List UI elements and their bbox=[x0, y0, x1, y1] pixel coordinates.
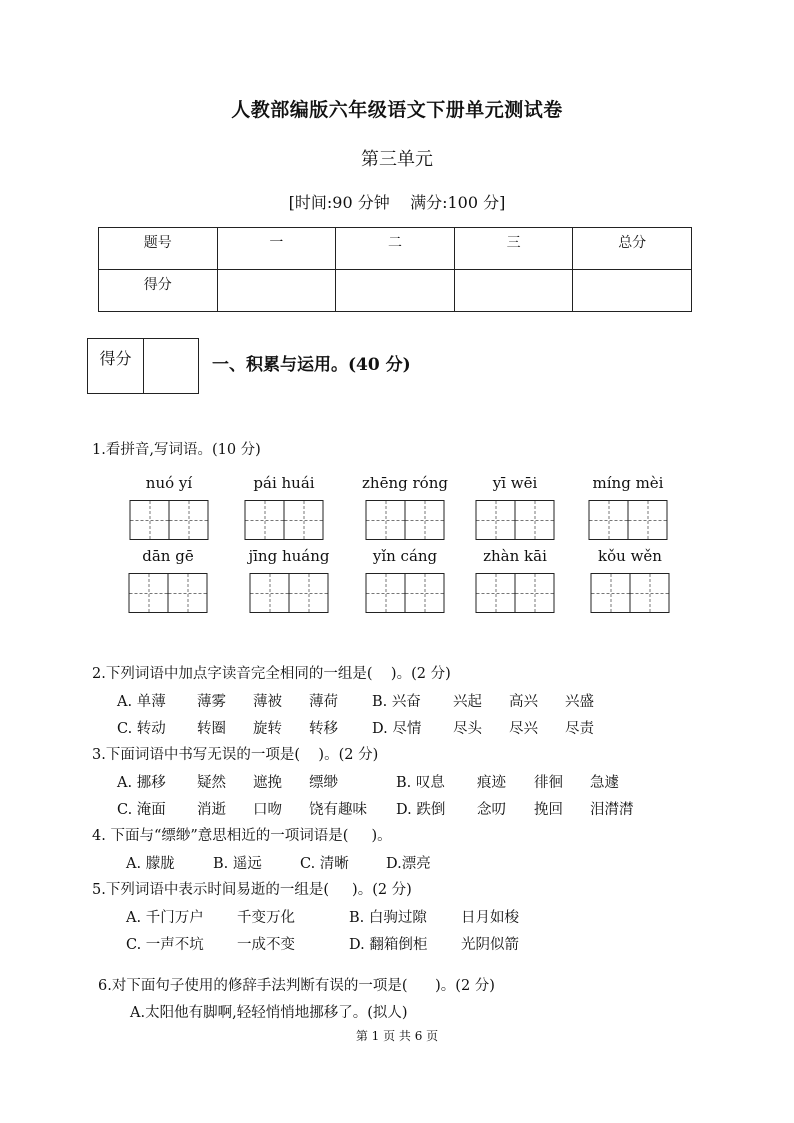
pinyin-group bbox=[350, 474, 460, 544]
q2-option-d-word: 尽责 bbox=[565, 721, 594, 737]
section-score-label: 得分 bbox=[88, 339, 144, 393]
q5-text: 5.下列词语中表示时间易逝的一组是( )。(2 分) bbox=[92, 882, 412, 898]
q3-text: 3.下面词语中书写无误的一项是( )。(2 分) bbox=[92, 747, 379, 763]
q2-option-d-word: D. 尽情 bbox=[372, 721, 422, 737]
score-table-header-row bbox=[99, 228, 692, 270]
q3-option-c-word: 饶有趣味 bbox=[309, 802, 367, 818]
score-cell[interactable] bbox=[217, 270, 336, 312]
q2-option-b-word: 兴盛 bbox=[565, 694, 594, 710]
q3-option-b-word: 急遽 bbox=[590, 775, 619, 791]
pinyin-label: jīng huáng bbox=[248, 547, 330, 565]
pinyin-group bbox=[118, 547, 218, 617]
q2-option-a-word: 薄被 bbox=[253, 694, 282, 710]
pinyin-group bbox=[234, 474, 334, 544]
pinyin-group bbox=[580, 547, 680, 617]
q3-option-a-word: A. 挪移 bbox=[117, 775, 166, 791]
q6-text: 6.对下面句子使用的修辞手法判断有误的一项是( )。(2 分) bbox=[98, 978, 495, 994]
writing-grid[interactable] bbox=[476, 573, 555, 613]
q2-option-d-word: 尽头 bbox=[453, 721, 482, 737]
q4-text: 4. 下面与“缥缈”意思相近的一项词语是( )。 bbox=[92, 828, 392, 844]
q3-option-a-word: 缥缈 bbox=[309, 775, 338, 791]
q4-option: A. 朦胧 bbox=[126, 856, 175, 872]
pinyin-label: pái huái bbox=[253, 474, 315, 492]
pinyin-group bbox=[578, 474, 678, 544]
q2-option-b-word: 兴起 bbox=[453, 694, 482, 710]
writing-grid[interactable] bbox=[591, 573, 670, 613]
score-table-header-cell: 二 bbox=[336, 228, 455, 270]
pinyin-label: nuó yí bbox=[145, 474, 193, 492]
pinyin-label: kǒu wěn bbox=[598, 547, 662, 565]
pinyin-group bbox=[465, 547, 565, 617]
score-table-header-cell: 总分 bbox=[573, 228, 692, 270]
pinyin-group bbox=[119, 474, 219, 544]
writing-grid[interactable] bbox=[366, 573, 445, 613]
writing-grid[interactable] bbox=[366, 500, 445, 540]
section-score-box bbox=[87, 338, 199, 394]
q1-text: 1.看拼音,写词语。(10 分) bbox=[92, 442, 261, 458]
q5-option-b-word: 日月如梭 bbox=[461, 910, 519, 926]
score-cell[interactable] bbox=[454, 270, 573, 312]
section1-title: 一、积累与运用。(40 分) bbox=[212, 355, 411, 375]
writing-grid[interactable] bbox=[130, 500, 209, 540]
exam-title: 人教部编版六年级语文下册单元测试卷 bbox=[231, 99, 563, 121]
score-table-score-row bbox=[99, 270, 692, 312]
pinyin-group bbox=[465, 474, 565, 544]
q3-option-d-word: D. 跌倒 bbox=[396, 802, 446, 818]
pinyin-group bbox=[234, 547, 344, 617]
q3-option-b-word: B. 叹息 bbox=[396, 775, 445, 791]
q4-option: B. 遥远 bbox=[213, 856, 262, 872]
q2-option-b-word: 高兴 bbox=[509, 694, 538, 710]
q2-text: 2.下列词语中加点字读音完全相同的一组是( )。(2 分) bbox=[92, 666, 451, 682]
writing-grid[interactable] bbox=[129, 573, 208, 613]
q4-option: C. 清晰 bbox=[300, 856, 349, 872]
q2-option-c-word: 转移 bbox=[309, 721, 338, 737]
q3-option-b-word: 徘徊 bbox=[534, 775, 563, 791]
pinyin-label: míng mèi bbox=[592, 474, 664, 492]
q5-option-a-word: A. 千门万户 bbox=[126, 910, 204, 926]
q5-option-b-word: B. 白驹过隙 bbox=[349, 910, 427, 926]
q3-option-a-word: 疑然 bbox=[197, 775, 226, 791]
q3-option-b-word: 痕迹 bbox=[477, 775, 506, 791]
q5-option-d-word: D. 翻箱倒柜 bbox=[349, 937, 428, 953]
score-table-header-cell: 题号 bbox=[99, 228, 218, 270]
pinyin-group bbox=[350, 547, 460, 617]
q3-option-a-word: 遮挽 bbox=[253, 775, 282, 791]
q2-option-c-word: C. 转动 bbox=[117, 721, 166, 737]
pinyin-label: yǐn cáng bbox=[372, 547, 438, 565]
q3-option-d-word: 泪潸潸 bbox=[590, 802, 634, 818]
pinyin-label: zhēng róng bbox=[362, 474, 448, 492]
q2-option-a-word: A. 单薄 bbox=[117, 694, 166, 710]
pinyin-label: yī wēi bbox=[492, 474, 538, 492]
q3-option-d-word: 挽回 bbox=[534, 802, 563, 818]
writing-grid[interactable] bbox=[589, 500, 668, 540]
q5-option-c-word: 一成不变 bbox=[237, 937, 295, 953]
q3-option-c-word: C. 淹面 bbox=[117, 802, 166, 818]
q5-option-c-word: C. 一声不坑 bbox=[126, 937, 204, 953]
score-table-header-cell: 一 bbox=[217, 228, 336, 270]
q2-option-d-word: 尽兴 bbox=[509, 721, 538, 737]
score-table-header-cell: 三 bbox=[454, 228, 573, 270]
score-table bbox=[98, 227, 692, 312]
q3-option-d-word: 念叨 bbox=[477, 802, 506, 818]
q2-option-b-word: B. 兴奋 bbox=[372, 694, 421, 710]
page-footer: 第 1 页 共 6 页 bbox=[355, 1029, 439, 1043]
q6-option-a: A.太阳他有脚啊,轻轻悄悄地挪移了。(拟人) bbox=[130, 1005, 408, 1021]
q4-option: D.漂亮 bbox=[386, 856, 431, 872]
q5-option-a-word: 千变万化 bbox=[237, 910, 295, 926]
pinyin-label: zhàn kāi bbox=[483, 547, 547, 565]
writing-grid[interactable] bbox=[245, 500, 324, 540]
time-score-info: [时间:90 分钟 满分:100 分] bbox=[288, 193, 506, 212]
q3-option-c-word: 口吻 bbox=[253, 802, 282, 818]
pinyin-label: dān gē bbox=[142, 547, 194, 565]
q2-option-a-word: 薄雾 bbox=[197, 694, 226, 710]
score-cell[interactable] bbox=[336, 270, 455, 312]
q2-option-c-word: 旋转 bbox=[253, 721, 282, 737]
score-row-label: 得分 bbox=[99, 270, 218, 312]
q3-option-c-word: 消逝 bbox=[197, 802, 226, 818]
score-cell[interactable] bbox=[573, 270, 692, 312]
writing-grid[interactable] bbox=[476, 500, 555, 540]
unit-subtitle: 第三单元 bbox=[361, 149, 433, 170]
writing-grid[interactable] bbox=[250, 573, 329, 613]
q2-option-c-word: 转圈 bbox=[197, 721, 226, 737]
q5-option-d-word: 光阴似箭 bbox=[461, 937, 519, 953]
q2-option-a-word: 薄荷 bbox=[309, 694, 338, 710]
